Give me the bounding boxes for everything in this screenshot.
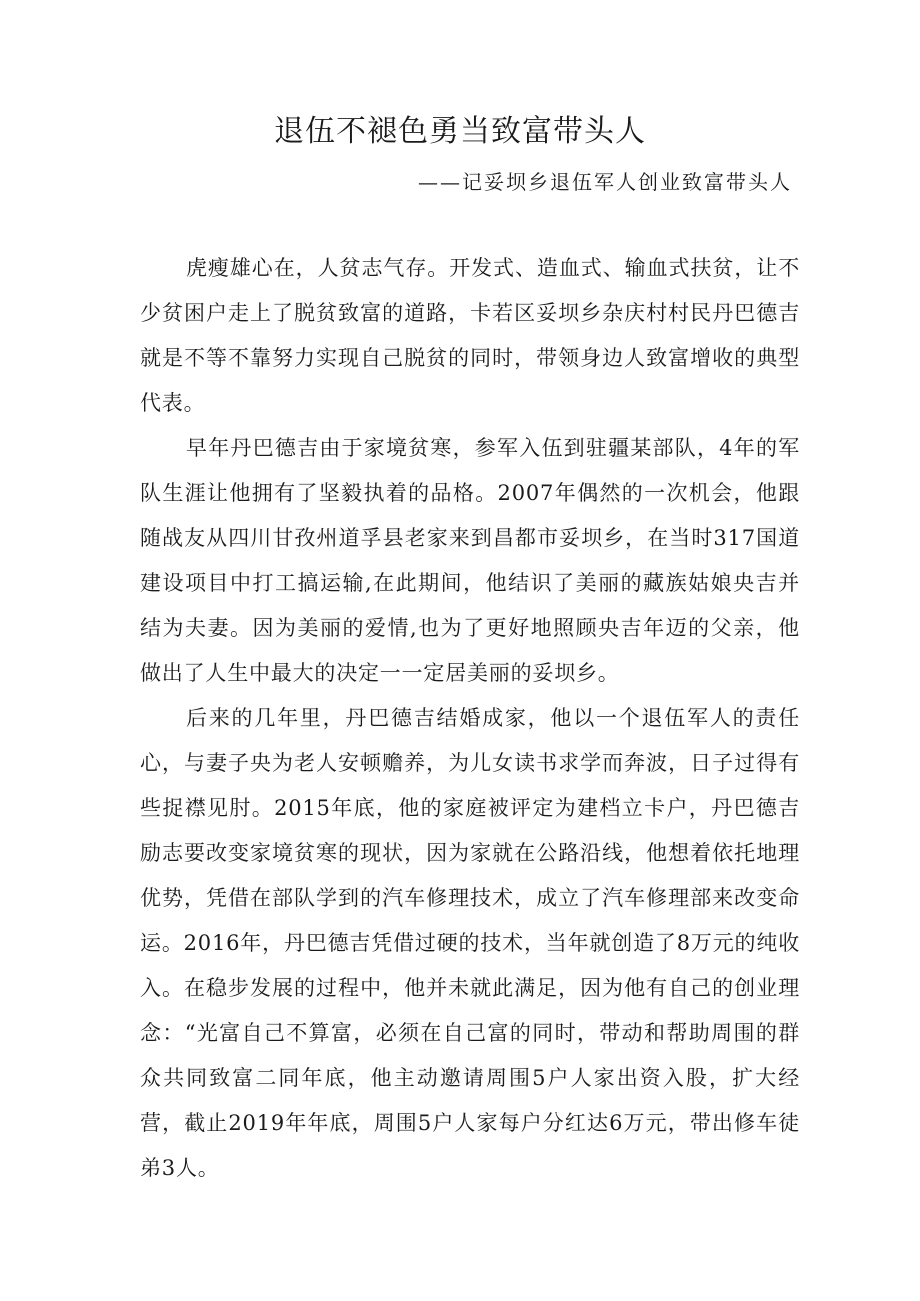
article-body	[140, 246, 800, 1191]
page-subtitle: ——记妥坝乡退伍军人创业致富带头人	[418, 170, 792, 194]
paragraph: 早年丹巴德吉由于家境贫寒，参军入伍到驻疆某部队，4年的军队生涯让他拥有了坚毅执着的品格。2007年偶然的一次机会，他跟随战友从四川甘孜州道孚县老家来到昌都市妥坝乡，在当时317国道建设项目中打工搞运输,在此期间，他结识了美丽的藏族姑娘央吉并结为夫妻。因为美丽的爱情,也为了更好地照顾央吉年迈的父亲，他做出了人生中最大的决定一一定居美丽的妥坝乡。	[140, 436, 800, 685]
paragraph: 虎瘦雄心在，人贫志气存。开发式、造血式、输血式扶贫，让不少贫困户走上了脱贫致富的道路，卡若区妥坝乡杂庆村村民丹巴德吉就是不等不靠努力实现自己脱贫的同时，带领身边人致富增收的典型代表。	[140, 256, 800, 415]
page-title: 退伍不褪色勇当致富带头人	[274, 114, 646, 149]
paragraph: 后来的几年里，丹巴德吉结婚成家，他以一个退伍军人的责任心，与妻子央为老人安顿赡养，为儿女读书求学而奔波，日子过得有些捉襟见肘。2015年底，他的家庭被评定为建档立卡户，丹巴德吉励志要改变家境贫寒的现状，因为家就在公路沿线，他想着依托地理优势，凭借在部队学到的汽车修理技术，成立了汽车修理部来改变命运。2016年，丹巴德吉凭借过硬的技术，当年就创造了8万元的纯收入。在稳步发展的过程中，他并未就此满足，因为他有自己的创业理念：“光富自己不算富，必须在自己富的同时，带动和帮助周围的群众共同致富二同年底，他主动邀请周围5户人家出资入股，扩大经营，截止2019年年底，周围5户人家每户分红达6万元，带出修车徒弟3人。	[140, 706, 800, 1180]
